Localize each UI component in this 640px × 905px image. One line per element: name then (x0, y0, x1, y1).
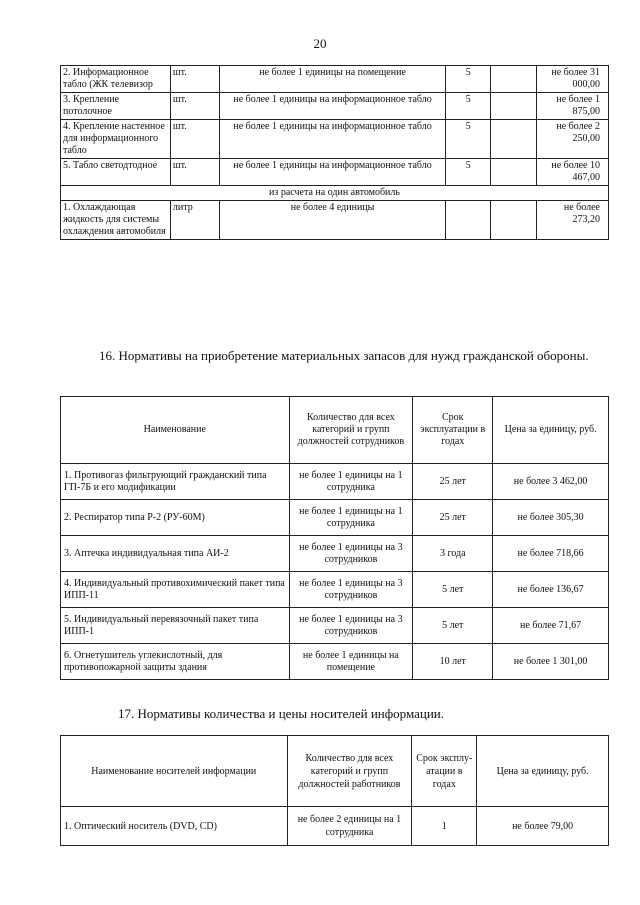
cell-qty: не более 1 единицы на помещение (219, 66, 446, 93)
cell-unit: литр (170, 201, 219, 240)
cell-term: 1 (412, 807, 477, 846)
table-it-equipment (60, 65, 609, 240)
cell-price: не более 10 467,00 (537, 159, 609, 186)
cell-extra (491, 93, 537, 120)
cell-price: не более 136,67 (493, 572, 609, 608)
cell-qty: не более 1 единицы на 3 сотрудников (289, 536, 413, 572)
cell-qty: не более 1 единицы на информационное табло (219, 120, 446, 159)
table-span-row (61, 186, 609, 201)
cell-term: 10 лет (413, 644, 493, 680)
cell-name: 3. Крепление потолочное (61, 93, 171, 120)
cell-term: 25 лет (413, 464, 493, 500)
table-row (61, 608, 609, 644)
cell-term: 25 лет (413, 500, 493, 536)
header-qty: Количество для всех категорий и групп должностей сотрудников (289, 397, 413, 464)
cell-name: 4. Индивидуальный противохимический пакет типа ИПП-11 (61, 572, 290, 608)
table-row (61, 807, 609, 846)
cell-extra (491, 120, 537, 159)
cell-price: не более 3 462,00 (493, 464, 609, 500)
cell-extra (491, 66, 537, 93)
page-number: 20 (313, 36, 327, 51)
table-row (61, 536, 609, 572)
cell-qty: не более 1 единицы на 1 сотрудника (289, 464, 413, 500)
section-16-heading: 16. Нормативы на приобретение материальных запасов для нужд гражданской обороны. (99, 348, 589, 363)
cell-name: 4. Крепление настенное для информационного табло (61, 120, 171, 159)
cell-qty: не более 1 единицы на информационное табло (219, 93, 446, 120)
cell-price: не более 71,67 (493, 608, 609, 644)
table-row (61, 464, 609, 500)
cell-qty: не более 4 единицы (219, 201, 446, 240)
cell-unit: шт. (170, 66, 219, 93)
table-storage-media (60, 735, 609, 846)
cell-term: 3 года (413, 536, 493, 572)
cell-unit: шт. (170, 120, 219, 159)
table-civil-defense (60, 396, 609, 680)
cell-unit: шт. (170, 159, 219, 186)
header-term: Срок эксплу-атации в годах (412, 736, 477, 807)
header-term: Срок эксплуатации в годах (413, 397, 493, 464)
cell-extra (491, 201, 537, 240)
cell-extra (491, 159, 537, 186)
table-row (61, 120, 609, 159)
cell-qty: не более 1 единицы на 1 сотрудника (289, 500, 413, 536)
table-row (61, 500, 609, 536)
cell-qty: не более 1 единицы на 3 сотрудников (289, 608, 413, 644)
cell-qty: не более 1 единицы на информационное табло (219, 159, 446, 186)
section-17-heading: 17. Нормативы количества и цены носителей информации. (118, 706, 444, 721)
cell-term: 5 (446, 93, 491, 120)
table-header-row (61, 397, 609, 464)
cell-unit: шт. (170, 93, 219, 120)
header-qty: Количество для всех категорий и групп должностей работников (287, 736, 412, 807)
cell-name: 1. Противогаз фильтрующий гражданский типа ГП-7Б и его модификации (61, 464, 290, 500)
cell-price: не более 1 301,00 (493, 644, 609, 680)
cell-name: 5. Табло светодтодное (61, 159, 171, 186)
cell-qty: не более 2 единицы на 1 сотрудника (287, 807, 412, 846)
table-row (61, 644, 609, 680)
cell-term: 5 (446, 66, 491, 93)
span-label: из расчета на один автомобиль (61, 186, 609, 201)
cell-price: не более 31 000,00 (537, 66, 609, 93)
cell-price: не более 718,66 (493, 536, 609, 572)
cell-term: 5 (446, 159, 491, 186)
cell-price: не более 1 875,00 (537, 93, 609, 120)
cell-name: 3. Аптечка индивидуальная типа АИ-2 (61, 536, 290, 572)
cell-term: 5 (446, 120, 491, 159)
table-row (61, 201, 609, 240)
cell-term: 5 лет (413, 572, 493, 608)
cell-term (446, 201, 491, 240)
cell-qty: не более 1 единицы на помещение (289, 644, 413, 680)
cell-term: 5 лет (413, 608, 493, 644)
header-price: Цена за единицу, руб. (477, 736, 609, 807)
cell-name: 6. Огнетушитель углекислотный, для противопожарной защиты здания (61, 644, 290, 680)
cell-price: не более 305,30 (493, 500, 609, 536)
table-row (61, 159, 609, 186)
table-row (61, 93, 609, 120)
cell-name: 2. Респиратор типа Р-2 (РУ-60М) (61, 500, 290, 536)
header-name: Наименование носителей информации (61, 736, 288, 807)
table-header-row (61, 736, 609, 807)
cell-name: 5. Индивидуальный перевязочный пакет типа ИПП-1 (61, 608, 290, 644)
table-row (61, 572, 609, 608)
cell-price: не более 273,20 (537, 201, 609, 240)
cell-qty: не более 1 единицы на 3 сотрудников (289, 572, 413, 608)
cell-name: 1. Охлаждающая жидкость для системы охлаждения автомобиля (61, 201, 171, 240)
cell-price: не более 2 250,00 (537, 120, 609, 159)
header-name: Наименование (61, 397, 290, 464)
cell-name: 1. Оптический носитель (DVD, CD) (61, 807, 288, 846)
table-row (61, 66, 609, 93)
header-price: Цена за единицу, руб. (493, 397, 609, 464)
cell-name: 2. Информационное табло (ЖК телевизор (61, 66, 171, 93)
cell-price: не более 79,00 (477, 807, 609, 846)
